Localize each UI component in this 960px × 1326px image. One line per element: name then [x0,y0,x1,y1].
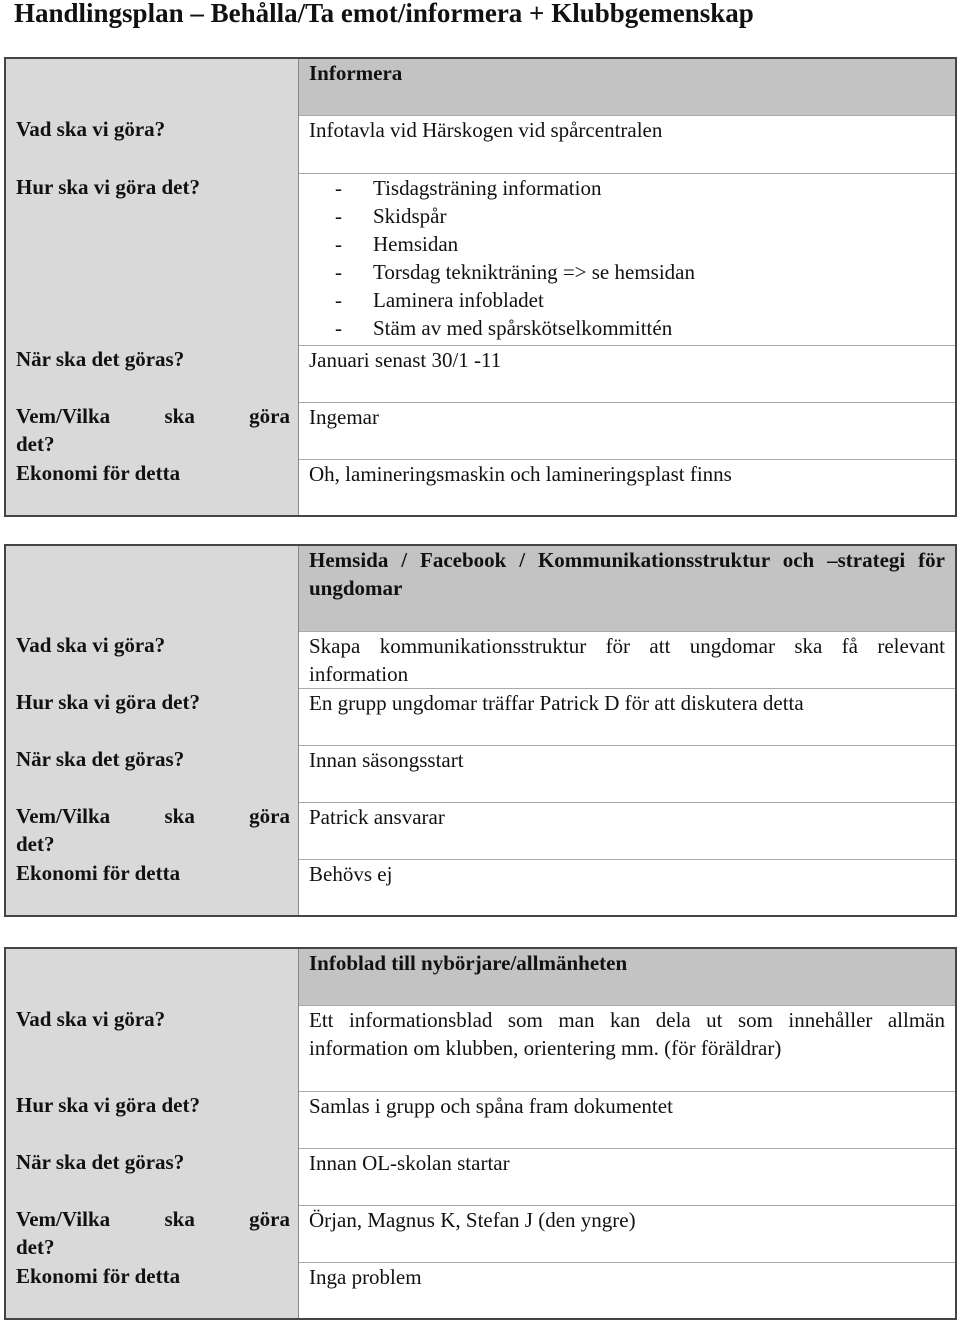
label-cell-blank [5,948,299,1005]
value-how: En grupp ungdomar träffar Patrick D för att diskutera detta [299,688,957,745]
plan-table-infoblad [4,947,957,1320]
value-what: Infotavla vid Härskogen vid spårcentralen [299,115,957,173]
value-how: Samlas i grupp och spåna fram dokumentet [299,1091,957,1148]
list-item: - Laminera infobladet [335,286,945,314]
value-cost: Behövs ej [299,859,957,916]
value-how [299,173,957,345]
list-item: - Torsdag teknikträning => se hemsidan [335,258,945,286]
label-how: Hur ska vi göra det? [5,173,299,345]
plan-table-hemsida [4,544,957,917]
value-when: Januari senast 30/1 -11 [299,345,957,402]
value-cost: Inga problem [299,1262,957,1319]
value-who: Örjan, Magnus K, Stefan J (den yngre) [299,1205,957,1262]
value-what: Ett informationsblad som man kan dela ut som innehåller allmän information om klubben, orientering mm. (för föräldrar) [299,1005,957,1091]
label-who-line: Vem/Vilka ska göra [16,804,290,828]
label-what: Vad ska vi göra? [5,1005,299,1091]
label-who-line: Vem/Vilka ska göra [16,404,290,428]
label-cost: Ekonomi för detta [5,859,299,916]
section-heading: Informera [299,58,957,115]
label-cell-blank [5,545,299,631]
label-when: När ska det göras? [5,1148,299,1205]
value-when: Innan OL-skolan startar [299,1148,957,1205]
label-who: Vem/Vilka ska göra det? [5,1205,299,1262]
label-who: Vem/Vilka ska göra det? [5,402,299,459]
page-title: Handlingsplan – Behålla/Ta emot/informera + Klubbgemenskap [14,0,754,28]
value-who: Patrick ansvarar [299,802,957,859]
label-when: När ska det göras? [5,345,299,402]
label-cost: Ekonomi för detta [5,459,299,516]
list-item: - Tisdagsträning information [335,174,945,202]
label-what: Vad ska vi göra? [5,631,299,688]
label-when: När ska det göras? [5,745,299,802]
label-who: Vem/Vilka ska göra det? [5,802,299,859]
value-what: Skapa kommunikationsstruktur för att ungdomar ska få relevant information [299,631,957,688]
value-when: Innan säsongsstart [299,745,957,802]
label-what: Vad ska vi göra? [5,115,299,173]
how-list [299,174,945,342]
label-cell-blank [5,58,299,115]
section-heading: Infoblad till nybörjare/allmänheten [299,948,957,1005]
plan-table-informera [4,57,957,517]
list-item: - Hemsidan [335,230,945,258]
label-how: Hur ska vi göra det? [5,1091,299,1148]
value-cost: Oh, lamineringsmaskin och lamineringsplast finns [299,459,957,516]
label-who-line: Vem/Vilka ska göra [16,1207,290,1231]
section-heading: Hemsida / Facebook / Kommunikationsstruktur och –strategi för ungdomar [299,545,957,631]
value-who: Ingemar [299,402,957,459]
list-item: - Skidspår [335,202,945,230]
label-cost: Ekonomi för detta [5,1262,299,1319]
list-item: - Stäm av med spårskötselkommittén [335,314,945,342]
label-how: Hur ska vi göra det? [5,688,299,745]
